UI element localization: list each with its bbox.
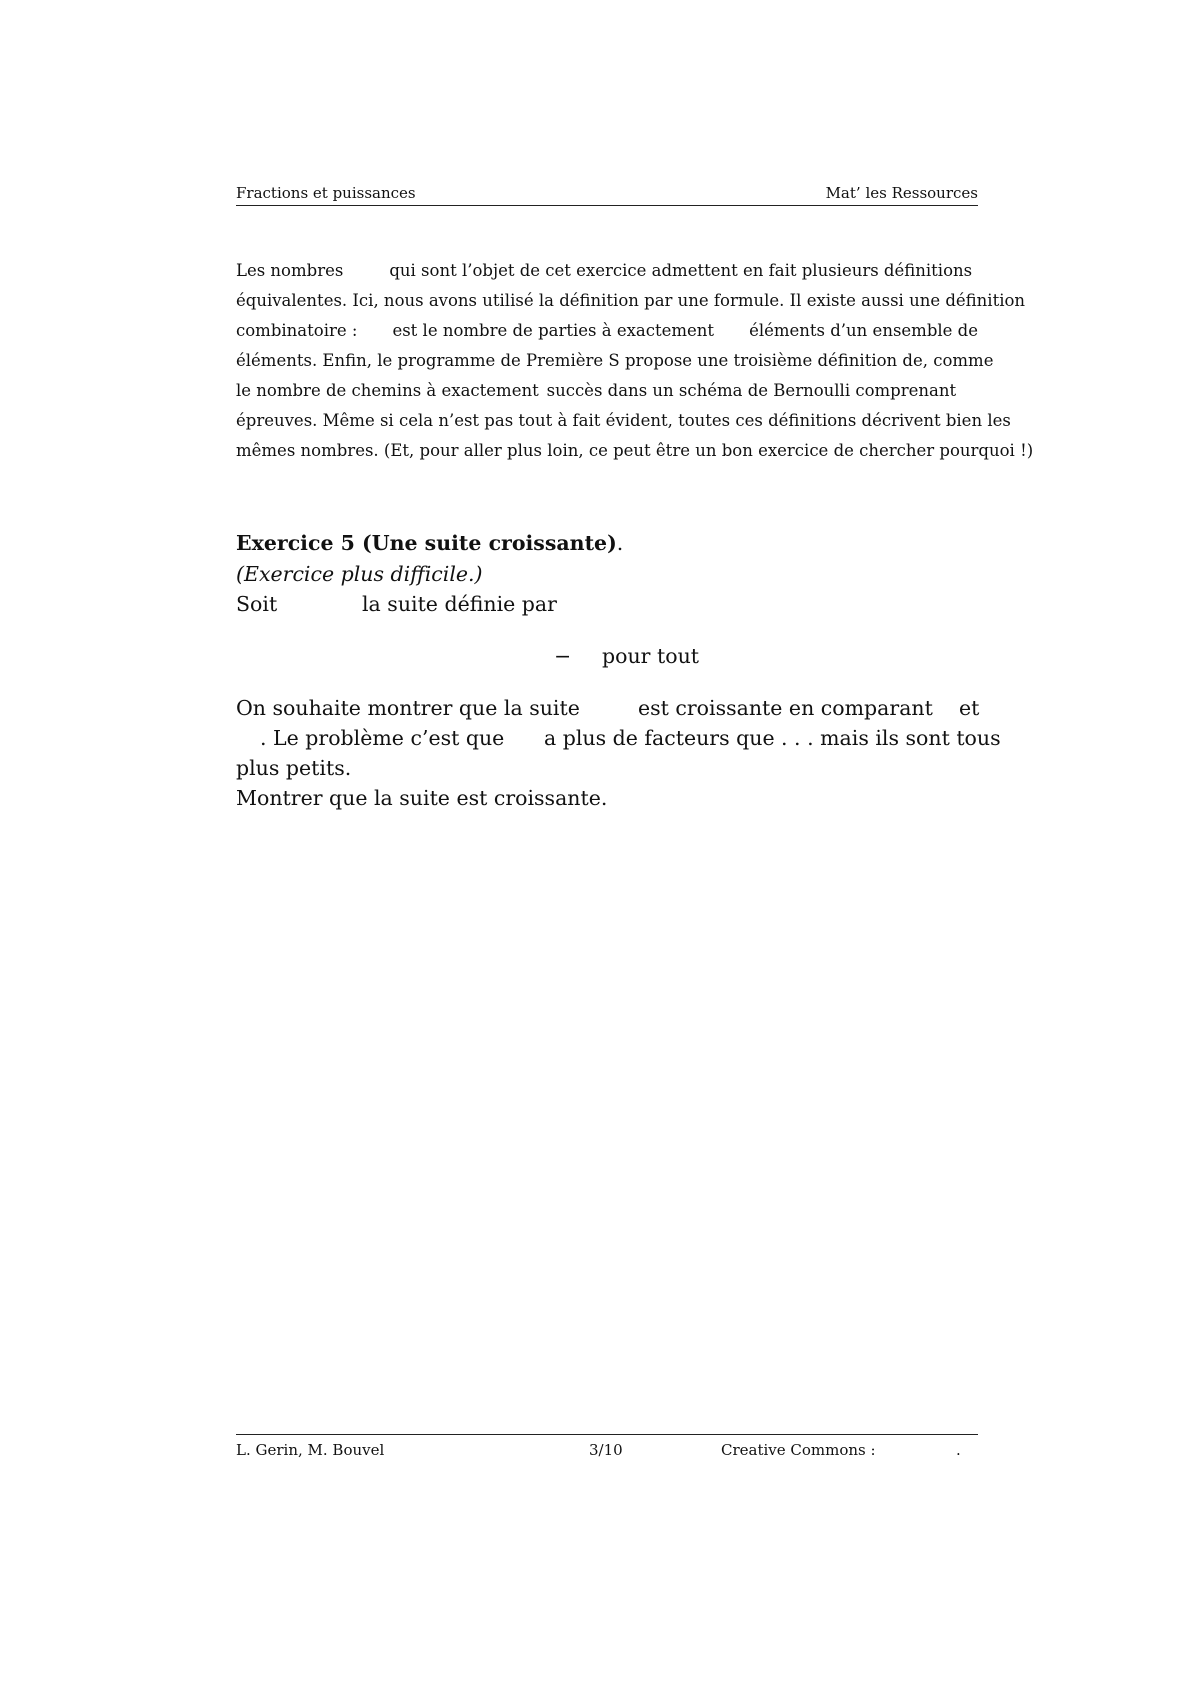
text-fragment: . . . mais ils sont tous [781, 726, 1001, 750]
text-fragment: éléments. Enfin, le programme de Première S propose une troisième définition de [236, 351, 923, 370]
text-fragment: épreuves. Même si cela n’est pas tout à fait évident, toutes ces définitions décrivent bien les [236, 411, 1011, 430]
formula-pour-tout: pour tout [602, 644, 700, 668]
paragraph-line [236, 316, 978, 346]
exercise-title: Exercice 5 (Une suite croissante) [236, 531, 617, 555]
text-fragment: le nombre de chemins à exactement [236, 381, 539, 400]
running-header-source: Mat’ les Ressources [825, 184, 978, 202]
exercise-soit: Soit [236, 592, 278, 616]
text-fragment: Les nombres [236, 261, 344, 280]
footer-license-dot: . [956, 1441, 961, 1459]
text-fragment: est croissante en comparant [638, 696, 933, 720]
text-fragment: combinatoire : [236, 321, 358, 340]
text-fragment: mêmes nombres. (Et, pour aller plus loin, ce peut être un bon exercice de chercher pourquoi !) [236, 441, 1034, 460]
formula-minus: − [554, 644, 572, 668]
text-fragment: est le nombre de parties à exactement [392, 321, 715, 340]
header-rule [236, 205, 978, 206]
paragraph-line [236, 346, 994, 376]
footer-license: Creative Commons : [721, 1441, 876, 1459]
text-fragment: a plus de facteurs que [544, 726, 775, 750]
text-fragment: et [959, 696, 980, 720]
text-fragment: plus petits. [236, 756, 352, 780]
page-number: 3/10 [589, 1441, 623, 1459]
exercise-title-dot: . [616, 531, 624, 555]
footer-rule [236, 1434, 978, 1435]
exercise-instruction: Montrer que la suite est croissante. [236, 786, 608, 810]
text-fragment: qui sont l’objet de cet exercice admettent en fait plusieurs définitions [389, 261, 973, 280]
intro-paragraph [236, 256, 1034, 466]
exercise-heading [236, 531, 623, 555]
running-header-title: Fractions et puissances [236, 184, 416, 202]
exercise-subtitle: (Exercice plus difficile.) [236, 562, 483, 586]
text-fragment: équivalentes. Ici, nous avons utilisé la définition par une formule. Il existe aussi une définition [236, 291, 1026, 310]
paragraph-line [236, 286, 1026, 316]
paragraph-line [236, 406, 1011, 436]
text-fragment: , comme [922, 351, 994, 370]
exercise-definition-text: la suite définie par [362, 592, 557, 616]
paragraph-line [236, 436, 1034, 466]
footer-authors: L. Gerin, M. Bouvel [236, 1441, 385, 1459]
paragraph-line [236, 376, 978, 406]
text-fragment: éléments d’un ensemble de [749, 321, 978, 340]
text-fragment: succès dans un schéma de Bernoulli comprenant [546, 381, 957, 400]
paragraph-line [236, 256, 978, 286]
text-fragment: On souhaite montrer que la suite [236, 696, 580, 720]
text-fragment: . Le problème c’est que [260, 726, 505, 750]
